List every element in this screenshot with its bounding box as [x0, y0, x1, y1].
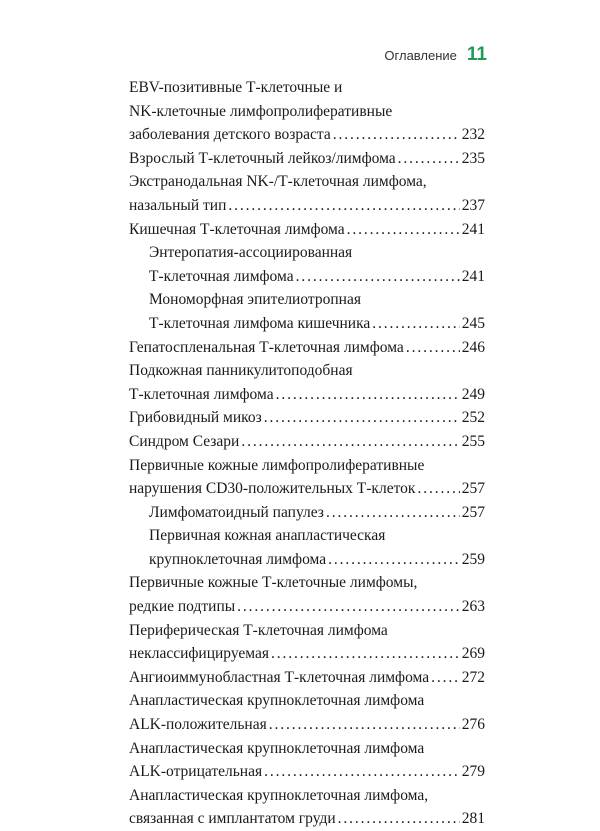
- toc-entry[interactable]: [129, 784, 485, 831]
- toc-entry-title: Экстранодальная NK-/Т-клеточная лимфома,: [129, 173, 427, 191]
- page-header: [384, 44, 487, 66]
- toc-entry-line: [129, 619, 485, 643]
- toc-page-number: 279: [461, 763, 485, 781]
- toc-entry-title: Грибовидный микоз: [129, 409, 262, 427]
- toc-entry-line: [129, 359, 485, 383]
- toc-entry[interactable]: [129, 359, 485, 406]
- toc-entry-line: [129, 784, 485, 808]
- toc-entry-title: Первичная кожная анапластическая: [149, 527, 386, 545]
- toc-entry-line: [129, 642, 485, 666]
- toc-entry-title: Т-клеточная лимфома: [129, 385, 274, 403]
- toc-entry-line: [129, 713, 485, 737]
- toc-page-number: 235: [461, 149, 485, 167]
- toc-entry-title: NK-клеточные лимфопролиферативные: [129, 102, 393, 120]
- toc-entry-title: Периферическая Т-клеточная лимфома: [129, 621, 388, 639]
- section-title: Оглавление: [384, 48, 457, 63]
- dot-leader: [237, 595, 460, 619]
- toc-entry-title: Анапластическая крупноклеточная лимфома: [129, 692, 425, 710]
- dot-leader: [264, 406, 460, 430]
- toc-entry-title: ALK-отрицательная: [129, 763, 263, 781]
- toc-entry[interactable]: [129, 454, 485, 501]
- page-number: 11: [466, 44, 487, 65]
- toc-entry-title: редкие подтипы: [129, 598, 236, 616]
- toc-entry-title: Т-клеточная лимфома: [149, 267, 294, 285]
- toc-entry-line: [129, 76, 485, 100]
- toc-page-number: 246: [461, 338, 485, 356]
- dot-leader: [271, 642, 460, 666]
- toc-entry-line: [129, 524, 485, 548]
- toc-entry-title: крупноклеточная лимфома: [149, 550, 327, 568]
- dot-leader: [241, 430, 459, 454]
- toc-entry[interactable]: [129, 666, 485, 690]
- dot-leader: [326, 501, 460, 525]
- toc-entry-title: неклассифицируемая: [129, 645, 269, 663]
- toc-entry[interactable]: [129, 571, 485, 618]
- toc-entry-title: Подкожная панникулитоподобная: [129, 362, 353, 380]
- toc-entry-title: заболевания детского возраста: [129, 126, 331, 144]
- toc-page-number: 237: [461, 196, 485, 214]
- toc-entry[interactable]: [129, 336, 485, 360]
- toc-entry-line: [129, 501, 485, 525]
- toc-page-number: 272: [461, 668, 485, 686]
- toc-entry[interactable]: [129, 406, 485, 430]
- dot-leader: [296, 265, 460, 289]
- toc-entry-line: [129, 760, 485, 784]
- dot-leader: [269, 713, 460, 737]
- toc-entry[interactable]: [129, 218, 485, 242]
- toc-entry-title: Гепатоспленальная Т-клеточная лимфома: [129, 338, 404, 356]
- toc-entry-title: Кишечная Т-клеточная лимфома: [129, 220, 345, 238]
- toc-entry-line: [129, 123, 485, 147]
- toc-entry-line: [129, 100, 485, 124]
- toc-entry-line: [129, 194, 485, 218]
- toc-entry-line: [129, 595, 485, 619]
- toc-entry[interactable]: [129, 241, 485, 288]
- toc-entry-line: [129, 689, 485, 713]
- dot-leader: [228, 194, 459, 218]
- toc-page-number: 257: [461, 480, 485, 498]
- dot-leader: [347, 218, 460, 242]
- toc-entry-title: Мономорфная эпителиотропная: [149, 291, 361, 309]
- toc-entry-line: [129, 666, 485, 690]
- toc-entry-title: Т-клеточная лимфома кишечника: [149, 314, 371, 332]
- toc-page-number: 241: [461, 267, 485, 285]
- toc-page-number: 263: [461, 598, 485, 616]
- toc-page-number: 252: [461, 409, 485, 427]
- toc-entry-title: нарушения CD30-положительных Т-клеток: [129, 480, 416, 498]
- toc-page-number: 232: [461, 126, 485, 144]
- toc-entry[interactable]: [129, 501, 485, 525]
- toc-entry-line: [129, 571, 485, 595]
- toc-entry-title: Энтеропатия-ассоциированная: [149, 244, 353, 262]
- toc-page-number: 249: [461, 385, 485, 403]
- toc-entry[interactable]: [129, 170, 485, 217]
- toc-entry-line: [129, 288, 485, 312]
- toc-entry-title: Анапластическая крупноклеточная лимфома,: [129, 786, 429, 804]
- toc-page-number: 281: [461, 810, 485, 828]
- toc-entry-title: Первичные кожные Т-клеточные лимфомы,: [129, 574, 418, 592]
- toc-page-number: 257: [461, 503, 485, 521]
- toc-entry-title: EBV-позитивные Т-клеточные и: [129, 79, 343, 96]
- toc-entry[interactable]: [129, 524, 485, 571]
- toc-entry-title: ALK-положительная: [129, 716, 267, 734]
- toc-entry-line: [129, 430, 485, 454]
- toc-entry[interactable]: [129, 737, 485, 784]
- toc-page-number: 255: [461, 432, 485, 450]
- dot-leader: [338, 807, 460, 831]
- toc-entry[interactable]: [129, 76, 485, 147]
- toc-entry-line: [129, 265, 485, 289]
- toc-entry-line: [129, 548, 485, 572]
- toc-entry-title: назальный тип: [129, 196, 227, 214]
- toc-entry[interactable]: [129, 288, 485, 335]
- dot-leader: [372, 312, 459, 336]
- toc-page-number: 276: [461, 716, 485, 734]
- toc-entry[interactable]: [129, 689, 485, 736]
- toc-entry-line: [129, 477, 485, 501]
- toc-entry[interactable]: [129, 619, 485, 666]
- toc-entry-title: Взрослый Т-клеточный лейкоз/лимфома: [129, 149, 396, 167]
- dot-leader: [276, 383, 460, 407]
- toc-entry-line: [129, 737, 485, 761]
- dot-leader: [431, 666, 460, 690]
- toc-entry-line: [129, 336, 485, 360]
- dot-leader: [333, 123, 460, 147]
- dot-leader: [264, 760, 460, 784]
- toc-entry-line: [129, 406, 485, 430]
- toc-entry-line: [129, 312, 485, 336]
- toc-entry-line: [129, 241, 485, 265]
- toc-entry-line: [129, 170, 485, 194]
- table-of-contents: [129, 76, 485, 831]
- toc-page-number: 245: [461, 314, 485, 332]
- toc-entry-title: Синдром Сезари: [129, 432, 240, 450]
- toc-entry-line: [129, 807, 485, 831]
- toc-entry-line: [129, 147, 485, 171]
- toc-entry-title: Анапластическая крупноклеточная лимфома: [129, 739, 425, 757]
- toc-entry[interactable]: [129, 147, 485, 171]
- dot-leader: [406, 336, 460, 360]
- toc-page-number: 269: [461, 645, 485, 663]
- dot-leader: [417, 477, 459, 501]
- dot-leader: [398, 147, 460, 171]
- toc-entry-line: [129, 218, 485, 242]
- toc-entry[interactable]: [129, 430, 485, 454]
- toc-entry-line: [129, 454, 485, 478]
- toc-entry-title: Лимфоматоидный папулез: [149, 503, 324, 521]
- toc-page-number: 241: [461, 220, 485, 238]
- dot-leader: [328, 548, 460, 572]
- toc-page-number: 259: [461, 550, 485, 568]
- toc-entry-title: связанная с имплантатом груди: [129, 810, 336, 828]
- toc-entry-title: Первичные кожные лимфопролиферативные: [129, 456, 425, 474]
- toc-entry-title: Ангиоиммунобластная Т-клеточная лимфома: [129, 668, 430, 686]
- toc-entry-line: [129, 383, 485, 407]
